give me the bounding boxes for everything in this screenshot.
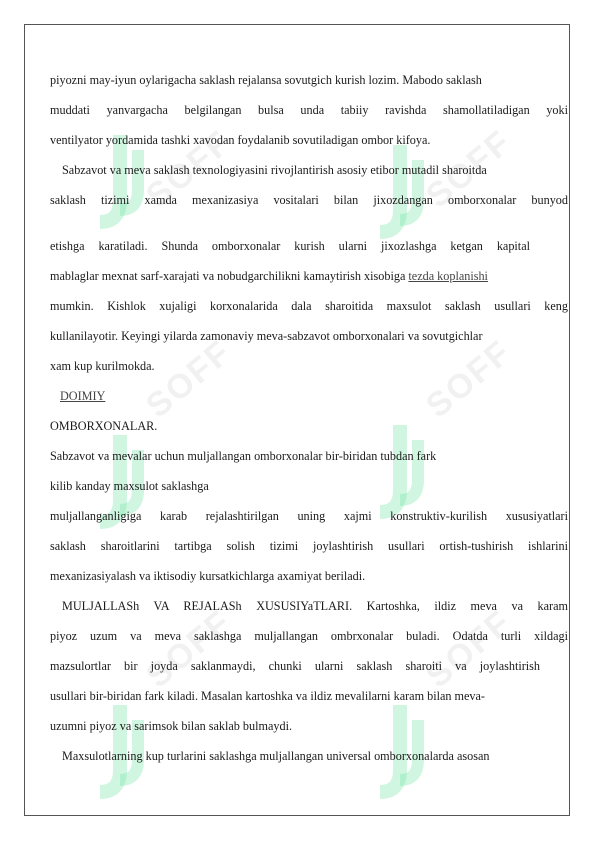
text-line: piyozni may-iyun oylarigacha saklash rejalansa sovutgich kurish lozim. Mabodo saklash: [50, 73, 482, 87]
watermark-text: SOFF: [139, 122, 240, 216]
text-line: MULJALLASh VA REJALASh XUSUSIYaTLARI. Kartoshka, ildiz meva va karam: [62, 599, 568, 613]
text-line: etishga karatiladi. Shunda omborxonalar kurish ularni jixozlashga ketgan kapital: [50, 239, 530, 253]
text-line: muddati yanvargacha belgilangan bulsa unda tabiiy ravishda shamollatiladigan yoki: [50, 103, 568, 117]
text-line: Sabzavot va meva saklash texnologiyasini rivojlantirish asosiy etibor mutadil sharoitda: [62, 163, 487, 177]
text-line: kilib kanday maxsulot saklashga: [50, 479, 209, 493]
text-line: xam kup kurilmokda.: [50, 359, 155, 373]
watermark-text: SOFF: [419, 122, 520, 216]
text-line: mexanizasiyalash va iktisodiy kursatkichlarga axamiyat beriladi.: [50, 569, 366, 583]
section-heading-link[interactable]: [60, 388, 578, 404]
text-line: saklash sharoitlarini tartibga solish tizimi joylashtirish usullari ortish-tushirish ishlarini: [50, 539, 568, 553]
section-heading: OMBORXONALAR.: [50, 419, 158, 433]
text-line: Sabzavot va mevalar uchun muljallangan omborxonalar bir-biridan tubdan fark: [50, 449, 437, 463]
text-line: mumkin. Kishlok xujaligi korxonalarida dala sharoitida maxsulot saklash usullari keng: [50, 299, 568, 313]
watermark-text: SOFF: [139, 602, 240, 696]
text-line: mazsulortlar bir joyda saklanmaydi, chunki ularni saklash sharoiti va joylashtirish: [50, 659, 540, 673]
text-line-with-link: [50, 268, 568, 284]
text-fragment: mablaglar mexnat sarf-xarajati va nobudgarchilikni kamaytirish xisobiga: [50, 269, 406, 283]
text-line: kullanilayotir. Keyingi yilarda zamonaviy meva-sabzavot omborxonalari va sovutgichlar: [50, 329, 483, 343]
watermark-text: SOFF: [419, 602, 520, 696]
text-line: usullari bir-biridan fark kiladi. Masalan kartoshka va ildiz mevalilarni karam bilan meva-: [50, 689, 485, 703]
heading-link-text[interactable]: DOIMIY: [60, 389, 106, 403]
text-line: ventilyator yordamida tashki xavodan foydalanib sovutiladigan ombor kifoya.: [50, 133, 431, 147]
text-line: Maxsulotlarning kup turlarini saklashga muljallangan universal omborxonalarda asosan: [62, 749, 490, 763]
watermark-text: SOFF: [139, 332, 240, 426]
watermark-text: SOFF: [419, 332, 520, 426]
text-line: uzumni piyoz va sarimsok bilan saklab bulmaydi.: [50, 719, 293, 733]
text-line: saklash tizimi xamda mexanizasiya vositalari bilan jixozdangan omborxonalar bunyod: [50, 193, 568, 207]
text-line: muljallanganligiga karab rejalashtirilgan uning xajmi konstruktiv-kurilish xususiyatlari: [50, 509, 568, 523]
inline-link[interactable]: tezda koplanishi: [408, 269, 488, 283]
text-line: piyoz uzum va meva saklashga muljallangan ombrxonalar buladi. Odatda turli xildagi: [50, 629, 568, 643]
